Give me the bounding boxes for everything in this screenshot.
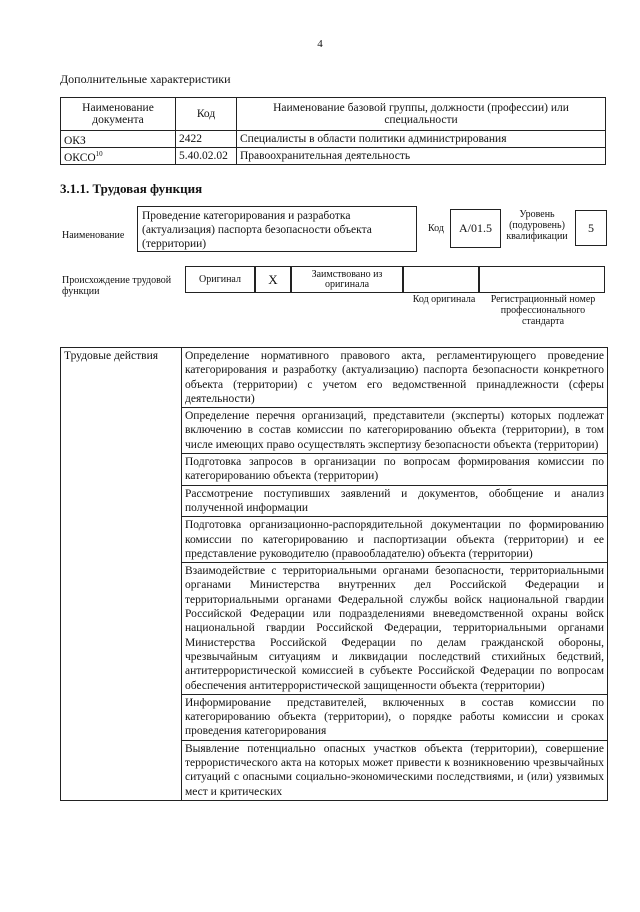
borrowed-label: Заимствовано из оригинала — [291, 266, 403, 293]
labor-actions-table — [60, 347, 608, 801]
labor-actions-label: Трудовые действия — [61, 348, 182, 801]
reg-number-cell — [479, 266, 605, 293]
code-original-cell — [403, 266, 479, 293]
action-item: Выявление потенциально опасных участков объекта (территории), совершение террористического акта на которых может привести к возникновению чрезвычайных ситуаций с опасными социально-экономическими последствиями, и (или) уязвимых мест и критических — [182, 740, 608, 800]
name-cell: Правоохранительная деятельность — [237, 147, 606, 164]
action-item: Информирование представителей, включенных в состав комиссии по категорированию объекта (территории), о порядке работы комиссии и сроках проведения категорирования — [182, 694, 608, 740]
action-item: Подготовка организационно-распорядительной документации по формированию комиссии по категорированию и паспортизации объекта (территории) и ее представление руководителю (правообладателю) объекта (территории) — [182, 517, 608, 563]
code-cell: 2422 — [176, 131, 237, 148]
function-code-value: А/01.5 — [450, 209, 501, 248]
code-label: Код — [428, 223, 444, 234]
labor-function-title: 3.1.1. Трудовая функция — [60, 181, 203, 196]
origin-label: Происхождение трудовой функции — [62, 275, 172, 297]
code-cell: 5.40.02.02 — [176, 147, 237, 164]
additional-characteristics-title: Дополнительные характеристики — [60, 72, 231, 86]
additional-characteristics-table — [60, 97, 606, 165]
original-label: Оригинал — [185, 266, 255, 293]
level-label: Уровень (подуровень) квалификации — [506, 209, 568, 242]
action-item: Рассмотрение поступивших заявлений и документов, обобщение и анализ полученной информации — [182, 485, 608, 517]
doc-cell: ОКСО$^{10}$ — [61, 147, 176, 164]
name-label: Наименование — [62, 230, 125, 241]
action-item: Взаимодействие с территориальными органами безопасности, территориальными органами Министерства внутренних дел Российской Федерации и территориальными органами Федеральной службы войск национальной гвардии Российской Федерации или подразделениями вневедомственной охраны войск национальной гвардии Российской Федерации, территориальными органами Министерства Российской Федерации по делам гражданской обороны, чрезвычайным ситуациям и ликвидации последствий стихийных бедствий, антитеррористической комиссией в субъекте Российской Федерации по вопросам обеспечения антитеррористической защищенности объекта (территории) — [182, 563, 608, 695]
reg-number-label: Регистрационный номер профессионального стандарта — [490, 294, 596, 327]
table-row — [61, 131, 606, 148]
code-original-label: Код оригинала — [412, 294, 476, 305]
table-row — [61, 147, 606, 164]
name-cell: Специалисты в области политики администрирования — [237, 131, 606, 148]
header-group-name: Наименование базовой группы, должности (профессии) или специальности — [237, 98, 606, 131]
header-code: Код — [176, 98, 237, 131]
function-name-value: Проведение категорирования и разработка (актуализация) паспорта безопасности объекта (территории) — [137, 206, 417, 252]
header-document-name: Наименование документа — [61, 98, 176, 131]
level-value: 5 — [575, 210, 607, 246]
action-item: Подготовка запросов в организации по вопросам формирования комиссии по категорированию объекта (территории) — [182, 454, 608, 486]
action-item: Определение нормативного правового акта, регламентирующего проведение категорирования и разработку (актуализацию) паспорта безопасности конкретного объекта (территории) с учетом его ведомственной принадлежности (сферы деятельности) — [182, 348, 608, 408]
page-number: 4 — [317, 38, 323, 50]
action-item: Определение перечня организаций, представители (эксперты) которых подлежат включению в состав комиссии по категорированию объекта (территории), в том числе имеющих право осуществлять экспертизу безопасности объекта (территории) — [182, 408, 608, 454]
table-row — [61, 348, 608, 408]
original-mark: X — [255, 266, 291, 293]
doc-cell: ОКЗ — [61, 131, 176, 148]
